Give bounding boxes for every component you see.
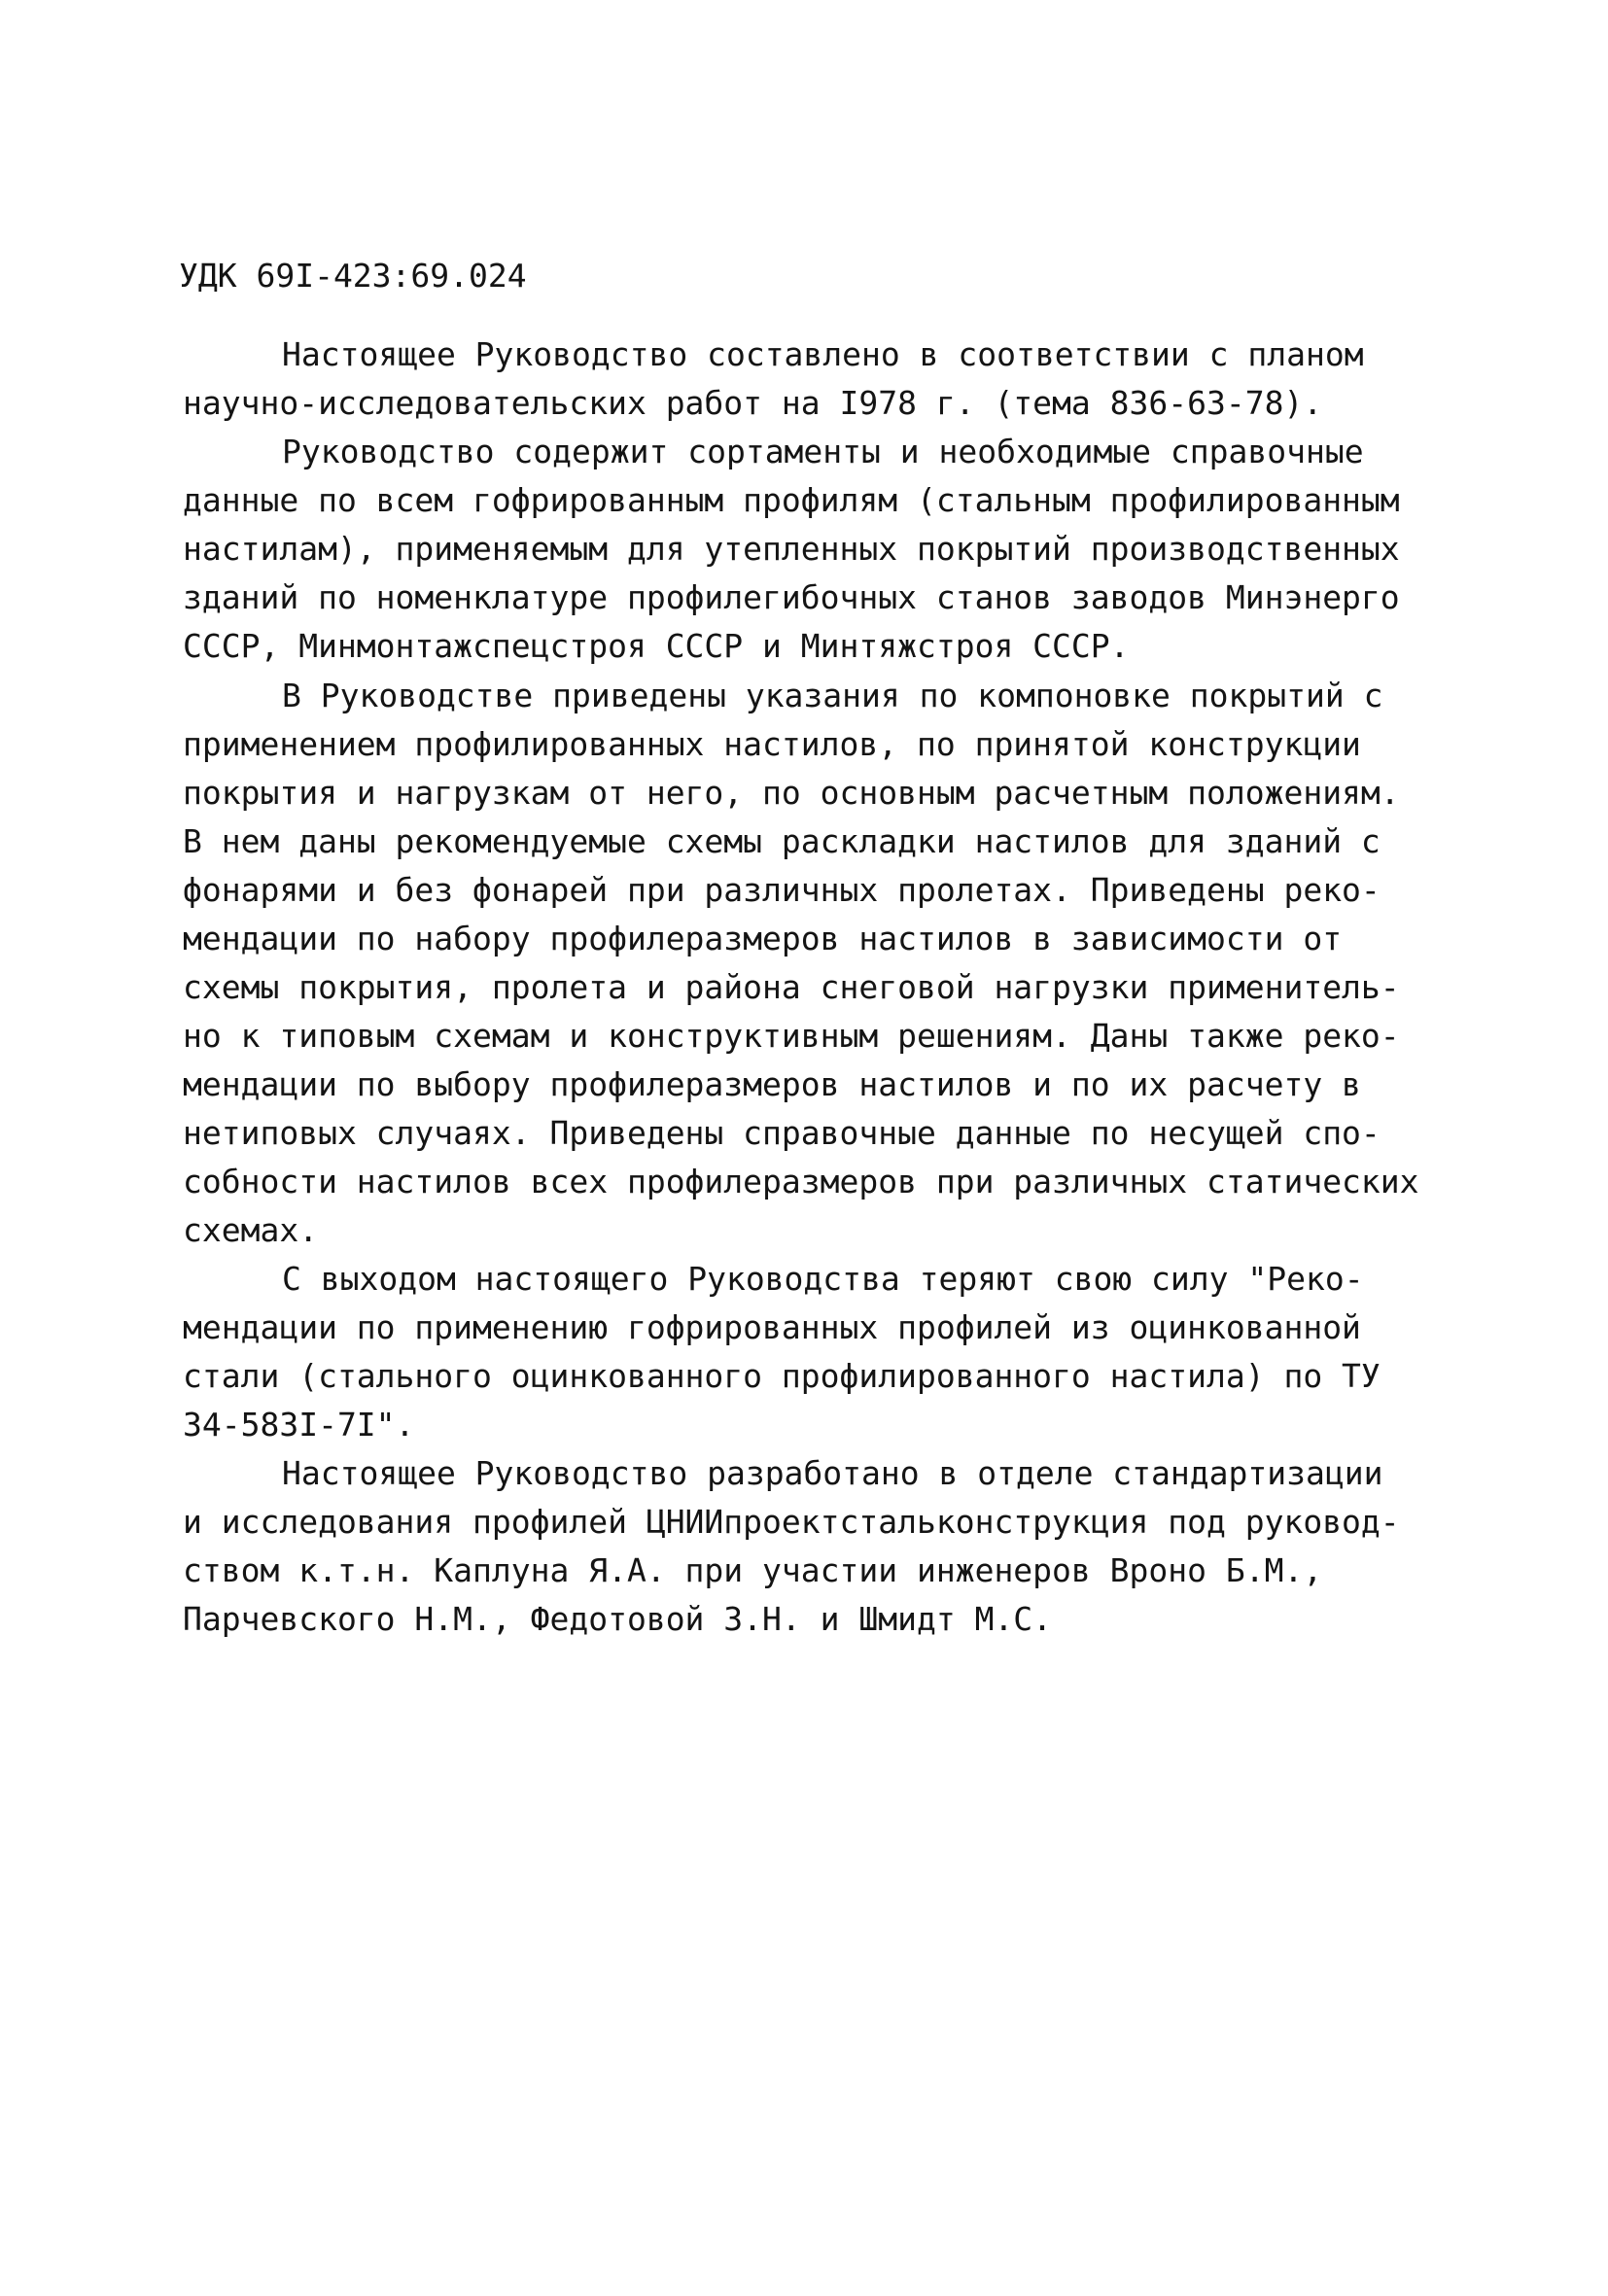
paragraph-2-line-5: СССР, Минмонтажспецстроя СССР и Минтяжстроя СССР. xyxy=(183,627,1130,665)
paragraph-5-line-1: Настоящее Руководство разработано в отделе стандартизации xyxy=(282,1454,1383,1492)
paragraph-1-line-1: Настоящее Руководство составлено в соответствии с планом xyxy=(282,335,1364,373)
paragraph-5-line-4: Парчевского Н.М., Федотовой З.Н. и Шмидт М.С. xyxy=(183,1600,1053,1638)
paragraph-3-line-5: фонарями и без фонарей при различных пролетах. Приведены реко- xyxy=(183,871,1381,909)
paragraph-3-line-6: мендации по набору профилеразмеров настилов в зависимости от xyxy=(183,920,1343,957)
paragraph-2-line-2: данные по всем гофрированным профилям (стальным профилированным xyxy=(183,481,1400,519)
paragraph-1-line-2: научно-исследовательских работ на I978 г. (тема 836-63-78). xyxy=(183,384,1323,422)
paragraph-4-line-3: стали (стального оцинкованного профилированного настила) по ТУ xyxy=(183,1357,1381,1395)
paragraph-3-line-2: применением профилированных настилов, по принятой конструкции xyxy=(183,725,1361,763)
paragraph-2-line-3: настилам), применяемым для утепленных покрытий производственных xyxy=(183,530,1400,568)
paragraph-2-line-1: Руководство содержит сортаменты и необходимые справочные xyxy=(282,433,1364,470)
paragraph-3-line-7: схемы покрытия, пролета и района снеговой нагрузки применитель- xyxy=(183,968,1400,1006)
paragraph-3-line-8: но к типовым схемам и конструктивным решениям. Даны также реко- xyxy=(183,1017,1400,1055)
paragraph-2-line-4: зданий по номенклатуре профилегибочных станов заводов Минэнерго xyxy=(183,578,1400,616)
paragraph-4-line-4: 34-583I-7I". xyxy=(183,1406,415,1444)
paragraph-3-line-4: В нем даны рекомендуемые схемы раскладки настилов для зданий с xyxy=(183,822,1381,860)
paragraph-4-line-1: С выходом настоящего Руководства теряют свою силу "Реко- xyxy=(282,1260,1364,1298)
paragraph-3-line-3: покрытия и нагрузкам от него, по основным расчетным положениям. xyxy=(183,774,1400,812)
paragraph-4-line-2: мендации по применению гофрированных профилей из оцинкованной xyxy=(183,1308,1361,1346)
paragraph-3-line-1: В Руководстве приведены указания по компоновке покрытий с xyxy=(282,677,1383,714)
udc-code: УДК 69I-423:69.024 xyxy=(179,257,527,295)
paragraph-5-line-2: и исследования профилей ЦНИИпроектстальконструкция под руковод- xyxy=(183,1503,1400,1541)
paragraph-3-line-10: нетиповых случаях. Приведены справочные данные по несущей спо- xyxy=(183,1114,1381,1152)
paragraph-3-line-9: мендации по выбору профилеразмеров настилов и по их расчету в xyxy=(183,1065,1361,1103)
paragraph-5-line-3: ством к.т.н. Каплуна Я.А. при участии инженеров Вроно Б.М., xyxy=(183,1551,1323,1589)
paragraph-3-line-11: собности настилов всех профилеразмеров при различных статических xyxy=(183,1163,1419,1200)
paragraph-3-line-12: схемах. xyxy=(183,1211,319,1249)
